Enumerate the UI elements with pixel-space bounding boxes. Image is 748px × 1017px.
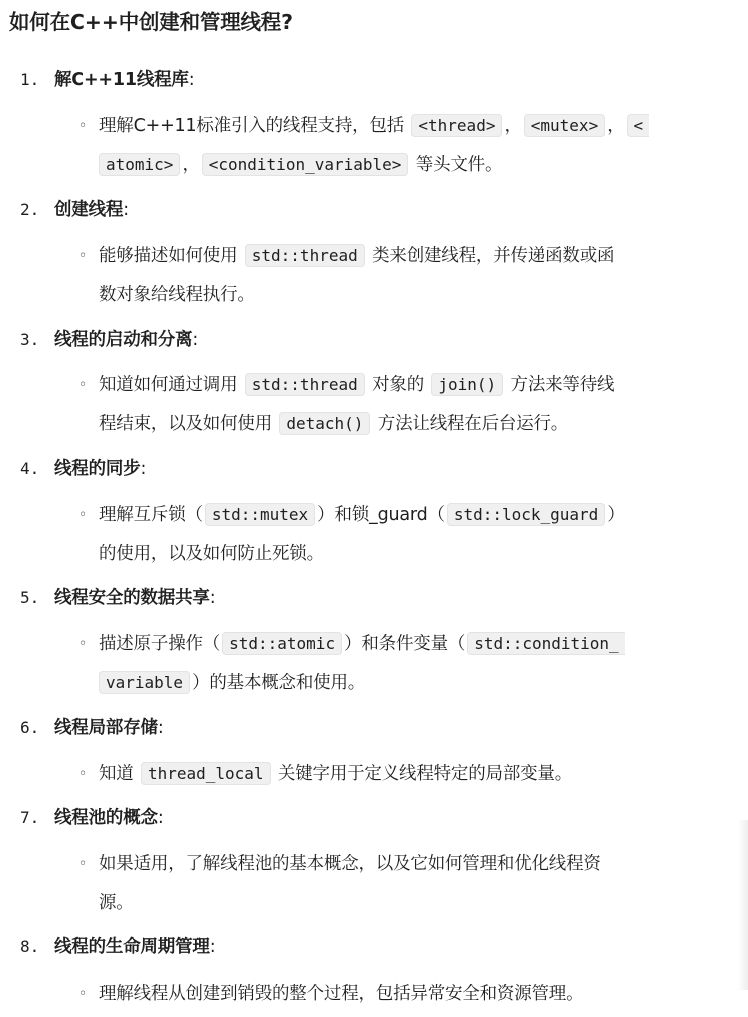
text: 方法来等待线 [505, 375, 615, 395]
bullet-icon: ◦ [79, 377, 88, 393]
list-item-7-heading [20, 804, 164, 832]
bullet-icon: ◦ [79, 636, 88, 652]
text: 如果适用，了解线程池的基本概念，以及它如何管理和优化线程资 [99, 854, 601, 874]
list-item-title: 线程安全的数据共享 [54, 588, 210, 608]
bullet-icon: ◦ [79, 248, 88, 264]
list-item-title: 解C++11线程库 [54, 70, 189, 90]
text: ）的基本概念和使用。 [192, 673, 366, 693]
list-item-title: 线程局部存储 [54, 718, 158, 738]
text: 知道如何通过调用 [99, 375, 243, 395]
text: ， [607, 116, 625, 136]
inline-code: atomic> [99, 153, 180, 176]
bullet-icon: ◦ [79, 507, 88, 523]
bullet-icon: ◦ [79, 118, 88, 134]
page-title: 如何在C++中创建和管理线程? [9, 10, 293, 34]
paragraph-line [99, 629, 625, 659]
list-item-colon: : [209, 588, 216, 608]
paragraph-line [99, 888, 134, 918]
text: 理解互斥锁（ [99, 505, 203, 525]
inline-code: variable [99, 671, 190, 694]
list-item-colon: : [192, 330, 199, 350]
list-item-title: 线程的启动和分离 [54, 330, 193, 350]
text: 关键字用于定义线程特定的局部变量。 [272, 764, 573, 784]
text: 方法让线程在后台运行。 [372, 414, 569, 434]
inline-code: detach() [279, 412, 370, 435]
bullet-icon: ◦ [79, 766, 88, 782]
text: ）和条件变量（ [344, 634, 466, 654]
list-item-4-heading [20, 455, 146, 483]
list-item-2-heading [20, 196, 129, 224]
list-item-5-heading [20, 584, 216, 612]
inline-code: thread_local [141, 762, 271, 785]
text: 理解C++11标准引入的线程支持，包括 [99, 116, 410, 136]
list-number: 4. [20, 459, 40, 478]
list-number: 3. [20, 330, 40, 349]
list-item-colon: : [123, 200, 130, 220]
text: 类来创建线程，并传递函数或函 [366, 246, 615, 266]
inline-code: <condition_variable> [202, 153, 409, 176]
text: 数对象给线程执行。 [99, 285, 255, 305]
text: ， [504, 116, 522, 136]
list-number: 6. [20, 718, 40, 737]
paragraph-line [99, 759, 572, 789]
inline-code: <mutex> [524, 114, 605, 137]
text: 能够描述如何使用 [99, 246, 243, 266]
inline-code: std::thread [245, 244, 365, 267]
inline-code: < [627, 114, 650, 137]
list-item-colon: : [157, 808, 164, 828]
list-item-title: 线程池的概念 [54, 808, 158, 828]
paragraph-line [99, 111, 649, 141]
list-item-title: 创建线程 [54, 200, 124, 220]
text: 的使用，以及如何防止死锁。 [99, 544, 324, 564]
inline-code: std::atomic [222, 632, 342, 655]
text: 对象的 [366, 375, 430, 395]
paragraph-line [99, 500, 625, 530]
inline-code: std::mutex [205, 503, 315, 526]
paragraph-line [99, 539, 324, 569]
inline-code: std::condition_ [467, 632, 625, 655]
list-item-colon: : [140, 459, 147, 479]
paragraph-line [99, 280, 255, 310]
list-number: 5. [20, 588, 40, 607]
list-item-1-heading [20, 66, 195, 94]
list-item-8-heading [20, 933, 216, 961]
list-number: 1. [20, 70, 40, 89]
paragraph-line [99, 668, 365, 698]
text: 理解线程从创建到销毁的整个过程，包括异常安全和资源管理。 [99, 984, 584, 1004]
text: ）和锁_guard（ [317, 505, 445, 525]
bullet-icon: ◦ [79, 856, 88, 872]
list-item-title: 线程的同步 [54, 459, 141, 479]
list-item-colon: : [209, 937, 216, 957]
text: 等头文件。 [410, 155, 503, 175]
list-number: 8. [20, 937, 40, 956]
scroll-shadow [738, 820, 748, 990]
paragraph-line [99, 979, 583, 1009]
list-item-title: 线程的生命周期管理 [54, 937, 210, 957]
inline-code: std::thread [245, 373, 365, 396]
text: ， [182, 155, 200, 175]
paragraph-line [99, 241, 614, 271]
text: ） [607, 505, 625, 525]
text: 知道 [99, 764, 139, 784]
paragraph-line [99, 150, 502, 180]
list-item-colon: : [157, 718, 164, 738]
list-item-colon: : [188, 70, 195, 90]
paragraph-line [99, 849, 601, 879]
inline-code: join() [431, 373, 503, 396]
text: 描述原子操作（ [99, 634, 221, 654]
list-number: 2. [20, 200, 40, 219]
text: 程结束，以及如何使用 [99, 414, 278, 434]
list-item-3-heading [20, 326, 198, 354]
text: 源。 [99, 893, 134, 913]
inline-code: std::lock_guard [447, 503, 606, 526]
list-number: 7. [20, 808, 40, 827]
bullet-icon: ◦ [79, 986, 88, 1002]
paragraph-line [99, 409, 568, 439]
inline-code: <thread> [411, 114, 502, 137]
paragraph-line [99, 370, 614, 400]
list-item-6-heading [20, 714, 164, 742]
